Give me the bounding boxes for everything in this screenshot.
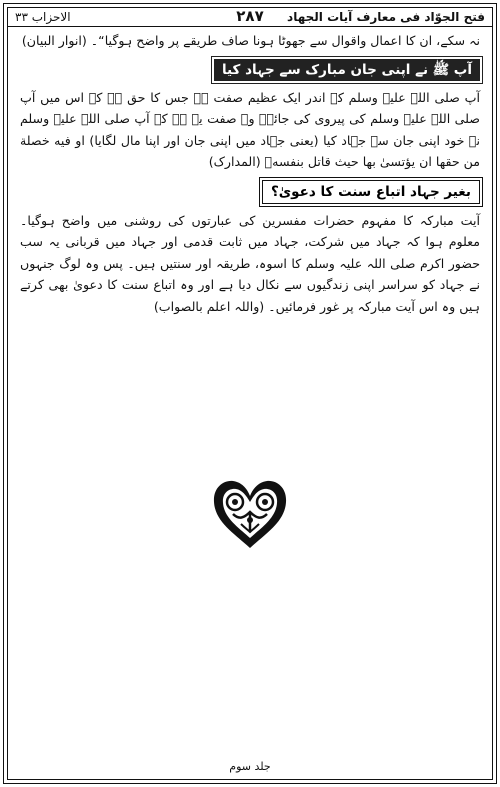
paragraph-2: آپ صلی اللہ علیہ وسلم کے اندر ایک عظیم صفت ہے جس کا حق ہے کہ اس میں آپ صلی اللہ علیہ وسلم کی پیروی کی جائے۔ وہ صفت یہ ہے کہ آپ صلی اللہ علیہ وسلم نے خود اپنی جان سے جہاد کیا (یعنی جہاد میں اپنی جان اور اپنا مال لگایا) او فیه خصلة من حقها ان یؤتسیٰ بها حیث قاتل بنفسهٖ (المدارک) xyxy=(20,89,480,169)
paragraph-3: آیت مبارکہ کا مفہوم حضرات مفسرین کی عبارتوں کی روشنی میں واضح ہوگیا۔ معلوم ہوا کہ جہاد میں شرکت، جہاد میں ثابت قدمی اور جہاد میں قربانی یہ سب حضور اکرم صلی اللہ علیہ وسلم کا اسوہ، طریقہ اور سنتیں ہیں۔ پس وہ لوگ جنہوں نے جہاد کو سراسر اپنی زندگیوں سے نکال دیا ہے اور وہ اتباع سنت کا دعویٰ بھی کرتے ہیں وہ اس آیت مبارکہ پر غور فرمائیں۔ (واللہ اعلم بالصواب) xyxy=(20,212,480,314)
page-body xyxy=(20,30,480,317)
section-heading-2: بغیر جہاد اتباع سنت کا دعویٰ؟ xyxy=(262,180,480,204)
page-footer xyxy=(0,760,500,774)
page-header xyxy=(7,7,493,27)
section-heading-1: آپ ﷺ نے اپنی جان مبارک سے جہاد کیا xyxy=(214,59,480,81)
page-number: ۲۸۷ xyxy=(236,7,264,25)
surah-reference: الاحزاب ۳۳ xyxy=(15,10,71,24)
heart-ornament-icon xyxy=(211,478,289,550)
volume-label: جلد سوم xyxy=(229,760,271,773)
opening-line: نہ سکے، ان کا اعمال واقوال سے جھوٹا ہونا صاف طریقے پر واضح ہوگیا“۔ (انوار البیان) xyxy=(21,33,480,48)
book-title: فتح الجوّاد فی معارف آیات الجهاد xyxy=(287,10,485,24)
